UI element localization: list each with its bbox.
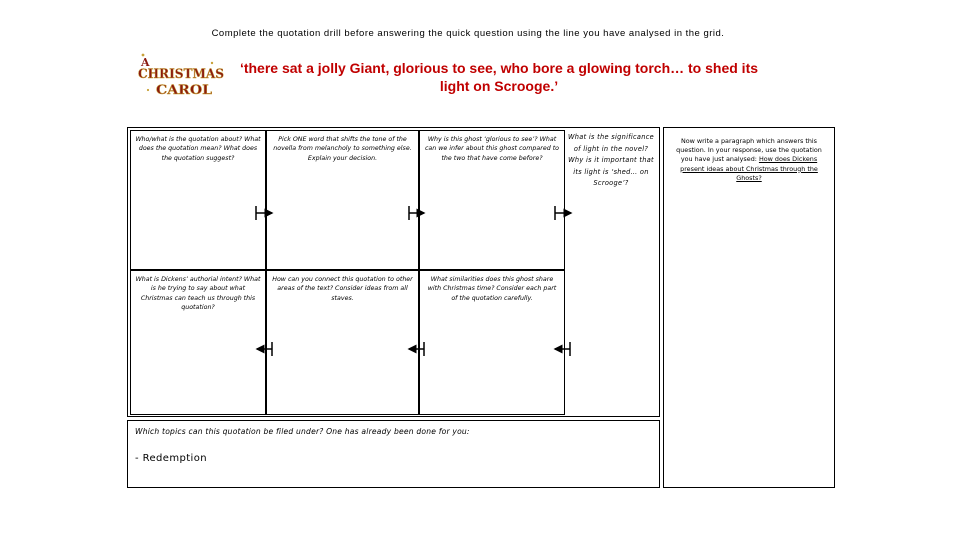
logo-text-top: CHRISTMAS bbox=[138, 67, 224, 82]
instruction-text: Complete the quotation drill before answering the quick question using the line you have analysed in the grid. bbox=[211, 28, 725, 39]
featured-quotation: ‘there sat a jolly Giant, glorious to see, who bore a glowing torch… to shed its light on Scrooge.’ bbox=[239, 60, 759, 94]
arrow-right-3 bbox=[555, 206, 571, 220]
grid-cell-q2-prompt: Pick ONE word that shifts the tone of the novella from melancholy to something else. Explain your decision. bbox=[273, 136, 412, 162]
answer-box-instruction: Now write a paragraph which answers this question. In your response, use the quotation you have just analysed: bbox=[676, 137, 822, 164]
arrow-left-3 bbox=[555, 342, 570, 356]
logo-text-bottom: CAROL bbox=[156, 83, 212, 98]
grid-cell-q6-prompt: What similarities does this ghost share with Christmas time? Consider each part of the quotation carefully. bbox=[427, 276, 557, 302]
grid-cell-q3-prompt: Why is this ghost ‘glorious to see’? What can we infer about this ghost compared to the two that have come before? bbox=[424, 136, 560, 162]
topics-example-answer: - Redemption bbox=[135, 453, 207, 464]
paragraph-answer-box[interactable] bbox=[663, 127, 835, 488]
grid-cell-q1-prompt: Who/what is the quotation about? What does the quotation mean? What does the quotation suggest? bbox=[135, 136, 261, 162]
logo-text-a: A bbox=[141, 56, 150, 69]
arrow-left-2 bbox=[409, 342, 424, 356]
side-question: What is the significance of light in the novel? Why is it important that its light is ‘shed… on Scrooge’? bbox=[567, 133, 655, 187]
answer-box-question: How does Dickens present ideas about Christmas through the Ghosts? bbox=[680, 155, 818, 182]
topics-box[interactable] bbox=[127, 420, 660, 488]
arrow-left-1 bbox=[257, 342, 272, 356]
arrow-right-2 bbox=[409, 206, 424, 220]
grid-cell-q4-prompt: What is Dickens’ authorial intent? What is he trying to say about what Christmas can teach us through this quotation? bbox=[135, 276, 261, 312]
topics-question: Which topics can this quotation be filed under? One has already been done for you: bbox=[135, 427, 470, 436]
grid-cell-q5-prompt: How can you connect this quotation to other areas of the text? Consider ideas from all staves. bbox=[272, 276, 413, 302]
arrow-right-1 bbox=[256, 206, 272, 220]
